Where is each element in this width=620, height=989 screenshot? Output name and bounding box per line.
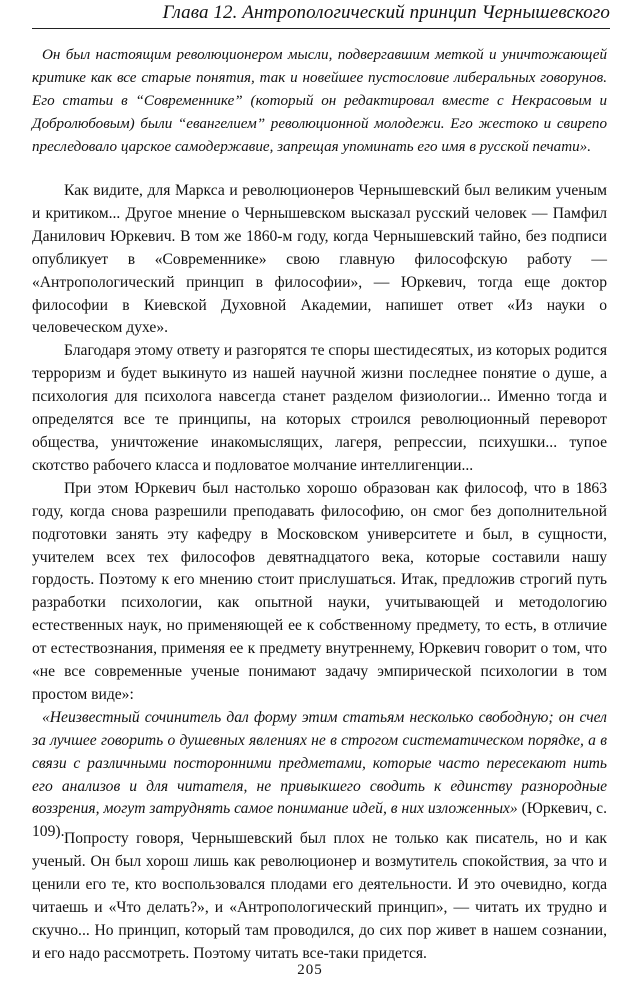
closing-paragraph: Попросту говоря, Чернышевский был плох не только как писатель, но и как ученый. Он был хорош лишь как революционер и возмутитель спокойствия, за что и ценили его те, кто воспользовался плодами его деятельности. И это очевидно, когда читаешь и «Что делать?», и «Антропологический принцип», — читать их трудно и скучно... Но принцип, который там проводился, до сих пор живет в нашем сознании, и его надо рассмотреть. Поэтому читать все-таки придется. [32,830,607,962]
closing-text [32,828,607,965]
paragraph-1: Как видите, для Маркса и революционеров Чернышевский был великим ученым и критиком... Другое мнение о Чернышевском высказал русский человек — Памфил Данилович Юркевич. В том же 1860-м году, когда Чернышевский тайно, без подписи опубликует в «Современнике» свою главную философскую работу — «Антропологический принцип в философии», — Юркевич, тогда еще доктор философии в Киевской Духовной Академии, напишет ответ «Из науки о человеческом духе». [32,182,607,337]
yurkevich-quote [32,707,607,844]
paragraph-2: Благодаря этому ответу и разгорятся те споры шестидесятых, из которых родится терроризм и будет выкинуто из нашей научной жизни последнее понятие о душе, а психология для психолога навсегда станет разделом физиологии... Именно тогда и определятся все те принципы, на которых строился революционный переворот общества, уничтожение инакомыслящих, лагеря, репрессии, психушки... тупое скотство рабочего класса и подловатое молчание интеллигенции... [32,342,607,474]
paragraph-3: При этом Юркевич был настолько хорошо образован как философ, что в 1863 году, когда снова разрешили преподавать философию, он смог без дополнительной подготовки занять эту кафедру в Московском университете и был, в сущности, учителем всех тех философов девятнадцатого века, которые составили нашу гордость. Поэтому к его мнению стоит прислушаться. Итак, предложив строгий путь разработки психологии, как опытной науки, учитывающей и методологию естественных наук, но применяющей ее к собственному предмету, то есть, в отличие от естествознания, применяя ее к предмету внутреннему, Юркевич говорит о том, что «не все современные ученые понимают задачу эмпирической психологии в том простом виде»: [32,479,607,703]
header-rule [32,28,610,29]
yurkevich-quote-source: (Юркевич, с. 109). [32,800,607,841]
main-text [32,180,607,844]
running-header: Глава 12. Антропологический принцип Чернышевского [162,2,610,23]
yurkevich-quote-text: «Неизвестный сочинитель дал форму этим статьям несколько свободную; он счел за лучшее говорить о душевных явлениях не в строгом систематическом порядке, а в связи с различными посторонними предметами, которые часто пересекают нить его анализов и для читателя, не привыкшего сводить к единству разнородные воззрения, могут затруднять самое понимание идей, в них изложенных» [32,708,607,818]
epigraph-quote [32,44,607,159]
page-number: 205 [297,962,323,978]
epigraph-text: Он был настоящим революционером мысли, подвергавшим меткой и уничтожающей критике как все старые понятия, так и новейшее пустословие либеральных говорунов. Его статьи в “Современнике” (который он редактировал вместе с Некрасовым и Добролюбовым) были “евангелием” революционной молодежи. Его жестоко и свирепо преследовало царское самодержавие, запрещая упоминать его имя в русской печати». [32,47,607,155]
